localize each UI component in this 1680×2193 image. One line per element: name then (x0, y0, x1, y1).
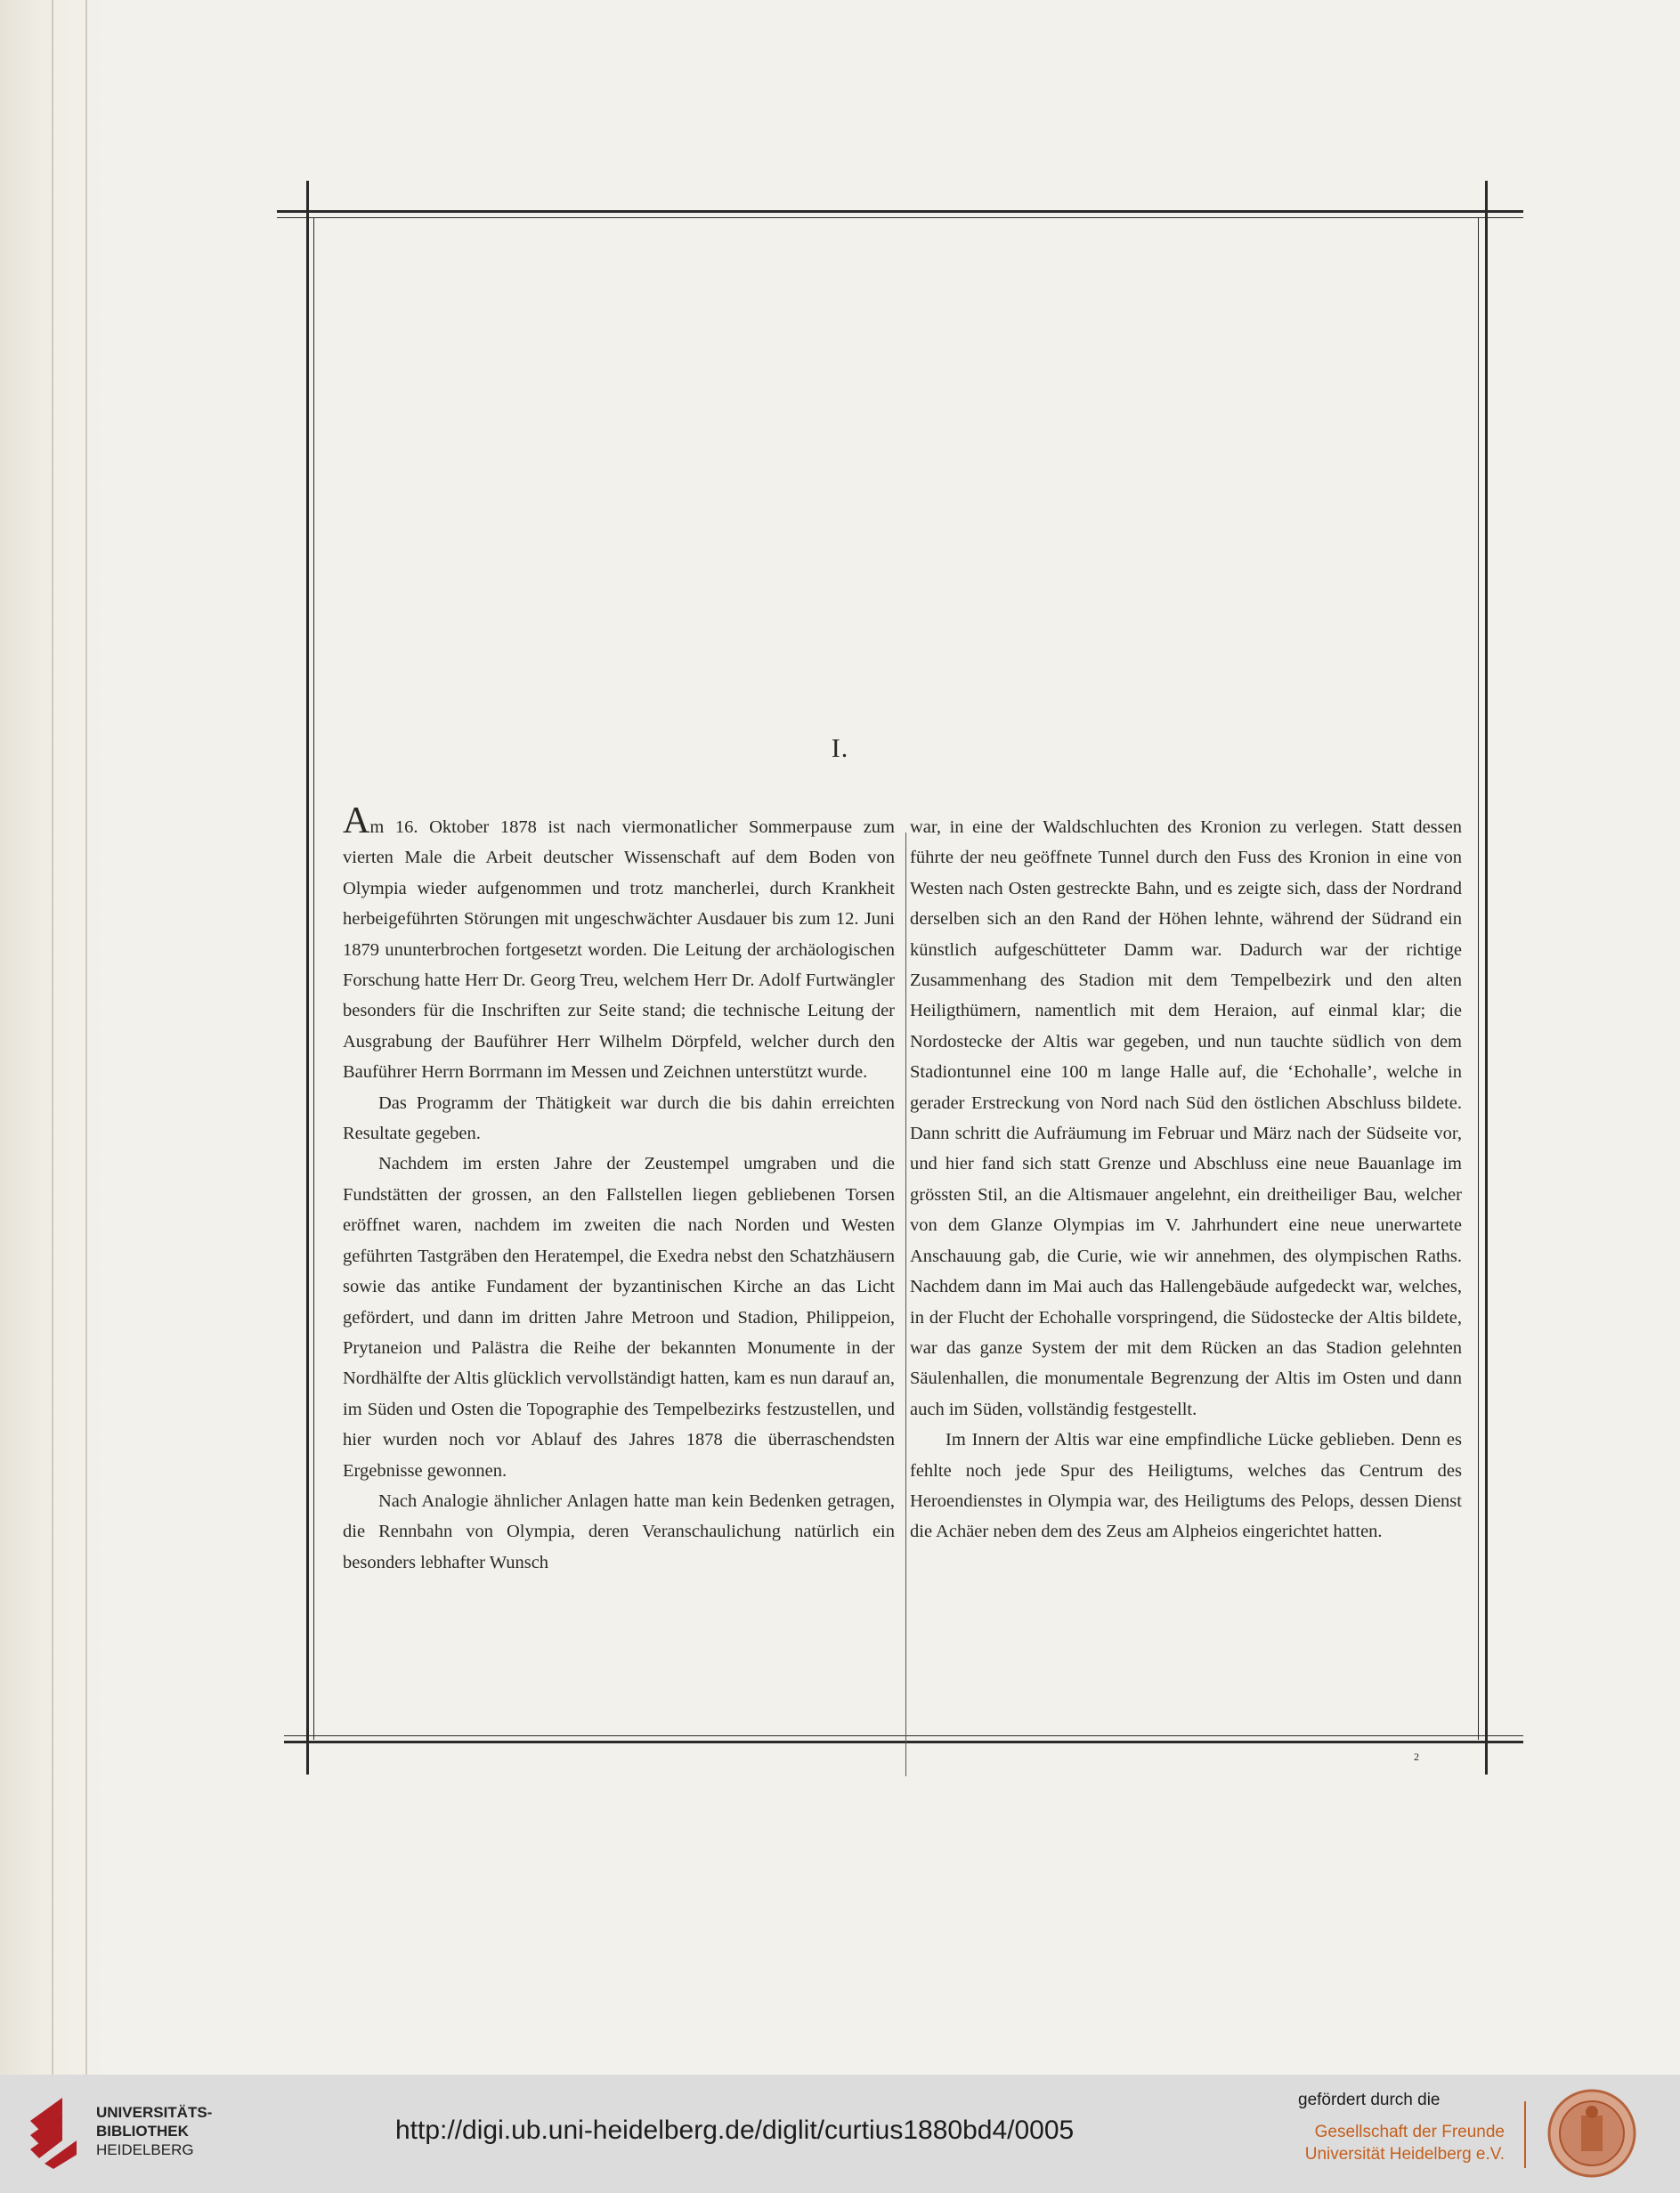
society-name (1300, 2121, 1505, 2165)
page-binding-shadow (0, 0, 107, 2075)
frame-top-rule-thin (277, 217, 1523, 218)
paragraph: Nach Analogie ähnlicher Anlagen hatte man kein Bedenken getragen, die Rennbahn von Olympia, deren Veranschaulichung natürlich ein besonders lebhafter Wunsch (343, 1490, 895, 1572)
library-name-line: BIBLIOTHEK (96, 2123, 189, 2140)
frame-left-rule-thin (313, 217, 314, 1740)
text-column-left (343, 800, 895, 1578)
drop-cap: A (343, 800, 370, 841)
university-library-logo-icon (27, 2094, 84, 2169)
frame-bottom-rule (284, 1741, 1523, 1743)
chapter-heading: I. (831, 734, 849, 763)
paragraph: Das Programm der Thätigkeit war durch die bis dahin erreichten Resultate gegeben. (343, 1092, 895, 1144)
paragraph: Im Innern der Altis war eine empfindliche Lücke geblieben. Denn es fehlte noch jede Spur des Heiligtums, welches das Centrum des Heroendienstes in Olympia war, des Heiligtums des Pelops, dessen Dienst die Achäer neben dem des Zeus am Alpheios eingerichtet hatten. (910, 1430, 1462, 1542)
society-name-line: Universität Heidelberg e.V. (1304, 2145, 1505, 2164)
society-name-line: Gesellschaft der Freunde (1314, 2123, 1505, 2141)
frame-right-rule-thin (1478, 217, 1479, 1740)
page-number: 2 (1414, 1750, 1419, 1763)
frame-left-rule (306, 181, 309, 1775)
library-name-line: HEIDELBERG (96, 2141, 194, 2158)
funded-by-label: gefördert durch die (1298, 2091, 1441, 2109)
university-seal-icon (1547, 2089, 1636, 2178)
paragraph (343, 800, 895, 1088)
paragraph: Nachdem im ersten Jahre der Zeustempel umgraben und die Fundstätten der grossen, an den Fallstellen liegen gebliebenen Torsen eröffnet waren, nachdem im zweiten die nach Norden und Westen geführten Tastgräben den Heratempel, die Exedra nebst den Schatzhäusern sowie das antike Fundament der byzantinischen Kirche an das Licht gefördert, und dann im dritten Jahre Metroon und Stadion, Philippeion, Prytaneion und Palästra die Reihe der bekannten Monumente in der Nordhälfte der Altis glücklich vervollständigt hatten, kam es nun darauf an, im Süden und Osten die Topographie des Tempelbezirks festzustellen, und hier wurden noch vor Ablauf des Jahres 1878 die überraschendsten Ergebnisse gewonnen. (343, 1154, 895, 1481)
text-column-right (910, 812, 1462, 1547)
binding-edge (85, 0, 87, 2075)
permalink-url[interactable]: http://digi.ub.uni-heidelberg.de/diglit/curtius1880bd4/0005 (395, 2116, 1075, 2145)
library-name-line: UNIVERSITÄTS- (96, 2104, 213, 2121)
footer-separator (1524, 2101, 1526, 2168)
frame-bottom-rule-thin (284, 1735, 1523, 1736)
column-divider (905, 833, 906, 1776)
paragraph: war, in eine der Waldschluchten des Kronion zu verlegen. Statt dessen führte der neu geöffnete Tunnel durch den Fuss des Kronion in eine von Westen nach Osten gestreckte Bahn, und es zeigte sich, dass der Nordrand derselben sich an den Rand der Höhen lehnte, während der Südrand ein künstlich aufgeschütteter Damm war. Dadurch war der richtige Zusammenhang des Stadion mit dem Tempelbezirk und den alten Heiligthümern, namentlich mit dem Heraion, auf einmal klar; die Nordostecke der Altis war gegeben, und nun tauchte südlich von dem Stadiontunnel eine 100 m lange Halle auf, die ‘Echohalle’, welche in gerader Erstreckung von Nord nach Süd den östlichen Abschluss bildete. Dann schritt die Aufräumung im Februar und März nach der Südseite vor, und hier fand sich statt Grenze und Abschluss eine neue Bauanlage im grössten Stil, an die Altismauer angelehnt, ein dreitheiliger Bau, welcher von dem Glanze Olympias im V. Jahrhundert eine neue unerwartete Anschauung gab, die Curie, wie wir annehmen, des olympischen Raths. Nachdem dann im Mai auch das Hallengebäude aufgedeckt war, welches, in der Flucht der Echohalle vorspringend, die Südostecke der Altis bildete, war das ganze System der mit dem Rücken an das Stadion gelehnten Säulenhallen, die monumentale Begrenzung der Altis im Osten und dann auch im Süden, vollständig festgestellt. (910, 817, 1462, 1419)
frame-top-rule (277, 210, 1523, 213)
binding-edge (52, 0, 53, 2075)
footer-bar (0, 2075, 1680, 2193)
frame-right-rule (1485, 181, 1488, 1775)
library-name (96, 2103, 212, 2159)
paragraph-text: m 16. Oktober 1878 ist nach viermonatlicher Sommerpause zum vierten Male die Arbeit deutscher Wissenschaft auf dem Boden von Olympia wieder aufgenommen und trotz mancherlei, durch Krankheit herbeigeführten Störungen mit ungeschwächter Ausdauer bis zum 12. Juni 1879 ununterbrochen fortgesetzt worden. Die Leitung der archäologischen Forschung hatte Herr Dr. Georg Treu, welchem Herr Dr. Adolf Furtwängler besonders für die Inschriften zur Seite stand; die technische Leitung der Ausgrabung der Bauführer Herr Wilhelm Dörpfeld, welcher durch den Bauführer Herrn Borrmann im Messen und Zeichnen unterstützt wurde. (343, 817, 895, 1083)
